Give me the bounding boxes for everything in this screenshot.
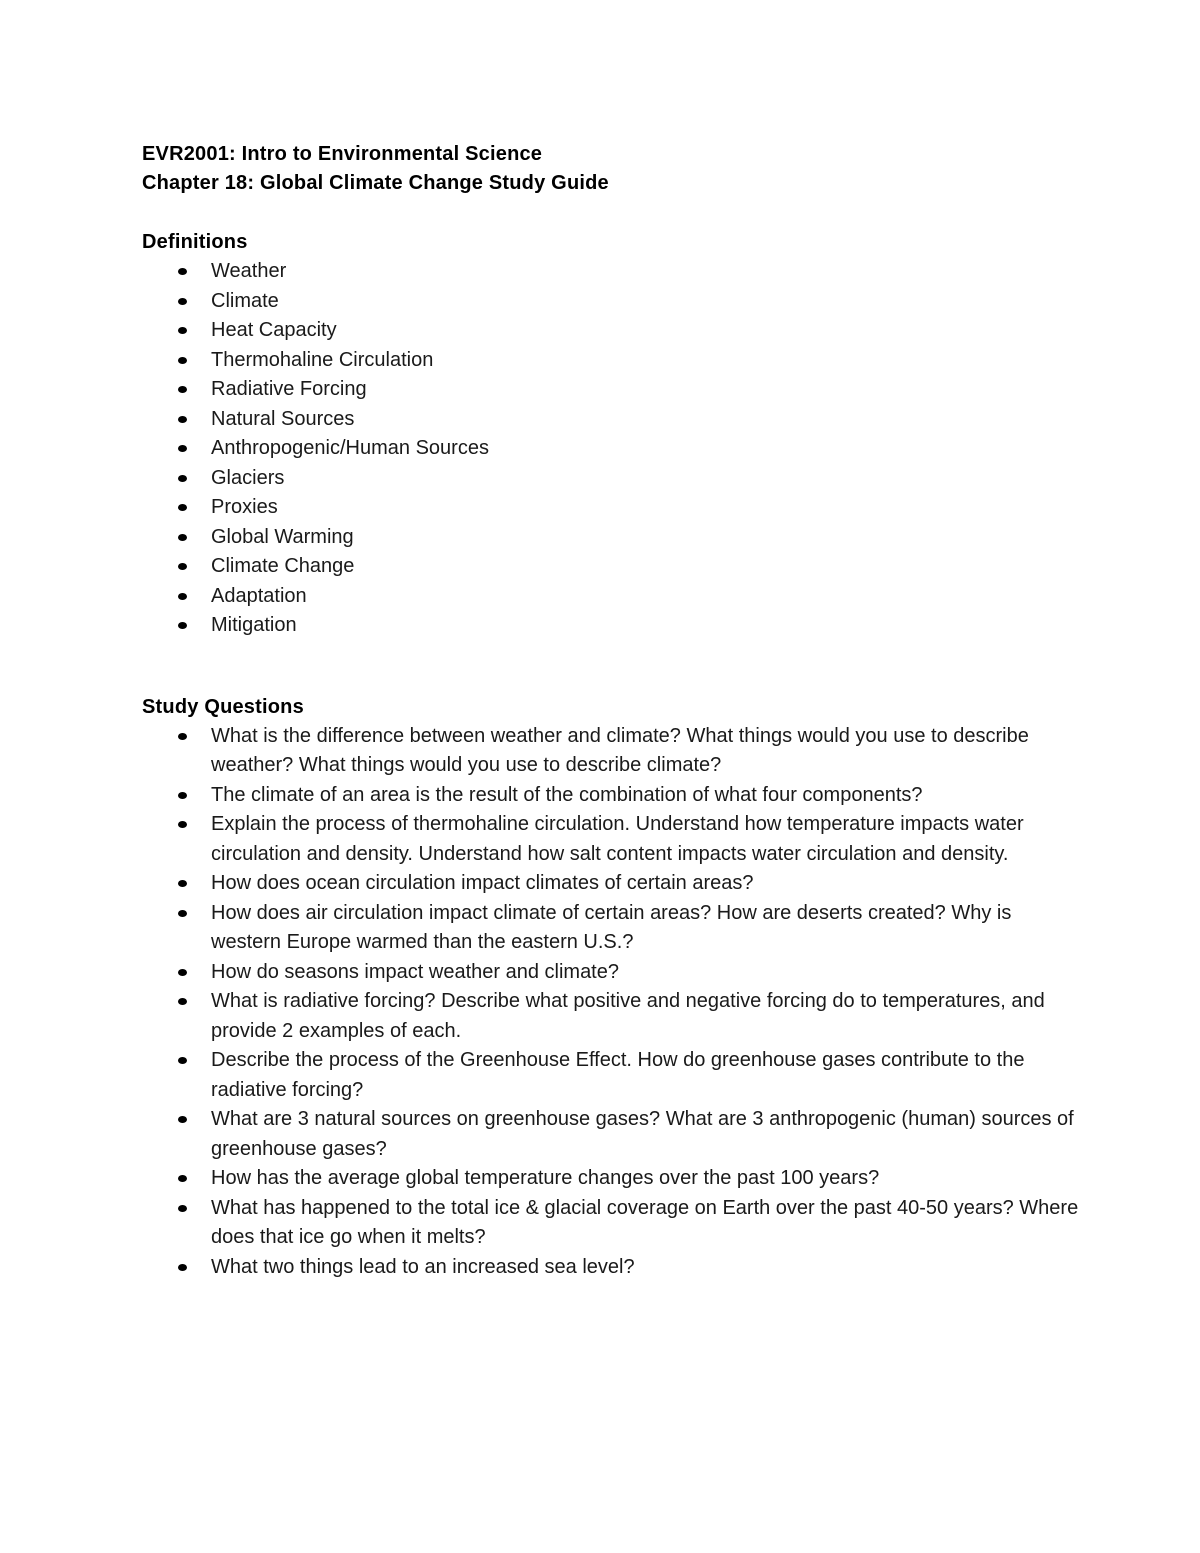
bullet-icon [178,386,187,393]
definition-item-text: Global Warming [211,525,354,548]
bullet-icon [178,445,187,452]
bullet-icon [178,416,187,423]
study-question-item-text: The climate of an area is the result of the combination of what four components? [211,783,923,806]
study-question-item-text: What is the difference between weather and climate? What things would you use to describe weather? What things would you use to describe climate? [211,724,1029,776]
study-question-item [142,1194,1082,1253]
definition-item [142,287,1082,317]
definition-item-text: Weather [211,260,287,282]
definition-item [142,257,1082,287]
definitions-list [142,257,1082,641]
bullet-icon [178,998,187,1005]
study-question-item-text: Explain the process of thermohaline circulation. Understand how temperature impacts water circulation and density. Understand how salt content impacts water circulation and density. [211,813,1024,865]
study-question-item-text: What has happened to the total ice & glacial coverage on Earth over the past 40-50 years? Where does that ice go when it melts? [211,1196,1079,1248]
study-questions-list [142,722,1082,1283]
study-question-item-text: What are 3 natural sources on greenhouse gases? What are 3 anthropogenic (human) sources of greenhouse gases? [211,1108,1074,1160]
definition-item-text: Natural Sources [211,407,355,430]
definition-item-text: Glaciers [211,466,285,489]
document-page [142,140,1082,1282]
study-question-item-text: What is radiative forcing? Describe what positive and negative forcing do to temperatures, and provide 2 examples of each. [211,990,1045,1042]
bullet-icon [178,357,187,364]
study-question-item-text: How does air circulation impact climate of certain areas? How are deserts created? Why is western Europe warmed than the eastern U.S.? [211,901,1012,953]
definition-item [142,464,1082,494]
definition-item-text: Proxies [211,496,278,518]
bullet-icon [178,268,187,275]
definition-item [142,493,1082,523]
bullet-icon [178,298,187,305]
bullet-icon [178,475,187,482]
definition-item-text: Adaptation [211,584,307,607]
bullet-icon [178,1175,187,1182]
study-questions-heading: Study Questions [142,695,304,718]
study-question-item [142,810,1082,869]
definition-item [142,405,1082,435]
definition-item [142,316,1082,346]
chapter-title: Chapter 18: Global Climate Change Study Guide [142,172,609,194]
bullet-icon [178,1264,187,1271]
study-question-item [142,869,1082,899]
bullet-icon [178,534,187,541]
study-question-item-text: How has the average global temperature changes over the past 100 years? [211,1167,880,1189]
study-question-item [142,987,1082,1046]
bullet-icon [178,1205,187,1212]
definition-item-text: Thermohaline Circulation [211,348,434,371]
bullet-icon [178,880,187,887]
definition-item [142,611,1082,641]
study-question-item-text: How does ocean circulation impact climates of certain areas? [211,872,754,894]
bullet-icon [178,821,187,828]
definition-item [142,582,1082,612]
study-question-item-text: What two things lead to an increased sea level? [211,1255,635,1278]
bullet-icon [178,733,187,740]
definition-item-text: Climate [211,289,279,312]
study-question-item [142,1046,1082,1105]
definition-item [142,346,1082,376]
bullet-icon [178,622,187,629]
bullet-icon [178,792,187,799]
definition-item [142,434,1082,464]
definition-item [142,523,1082,553]
definition-item-text: Climate Change [211,555,355,577]
bullet-icon [178,327,187,334]
definition-item [142,552,1082,582]
study-question-item [142,1105,1082,1164]
definition-item-text: Radiative Forcing [211,378,367,400]
study-question-item [142,899,1082,958]
course-title: EVR2001: Intro to Environmental Science [142,143,543,165]
study-question-item-text: How do seasons impact weather and climate? [211,960,619,983]
study-question-item [142,722,1082,781]
definitions-heading: Definitions [142,231,248,253]
study-question-item [142,958,1082,988]
study-question-item-text: Describe the process of the Greenhouse Effect. How do greenhouse gases contribute to the radiative forcing? [211,1049,1025,1101]
bullet-icon [178,593,187,600]
bullet-icon [178,563,187,570]
study-question-item [142,1164,1082,1194]
definition-item-text: Anthropogenic/Human Sources [211,437,489,459]
bullet-icon [178,1116,187,1123]
bullet-icon [178,969,187,976]
definition-item-text: Mitigation [211,614,297,636]
study-question-item [142,1253,1082,1283]
definition-item [142,375,1082,405]
bullet-icon [178,504,187,511]
bullet-icon [178,910,187,917]
bullet-icon [178,1057,187,1064]
study-question-item [142,781,1082,811]
definition-item-text: Heat Capacity [211,319,337,341]
